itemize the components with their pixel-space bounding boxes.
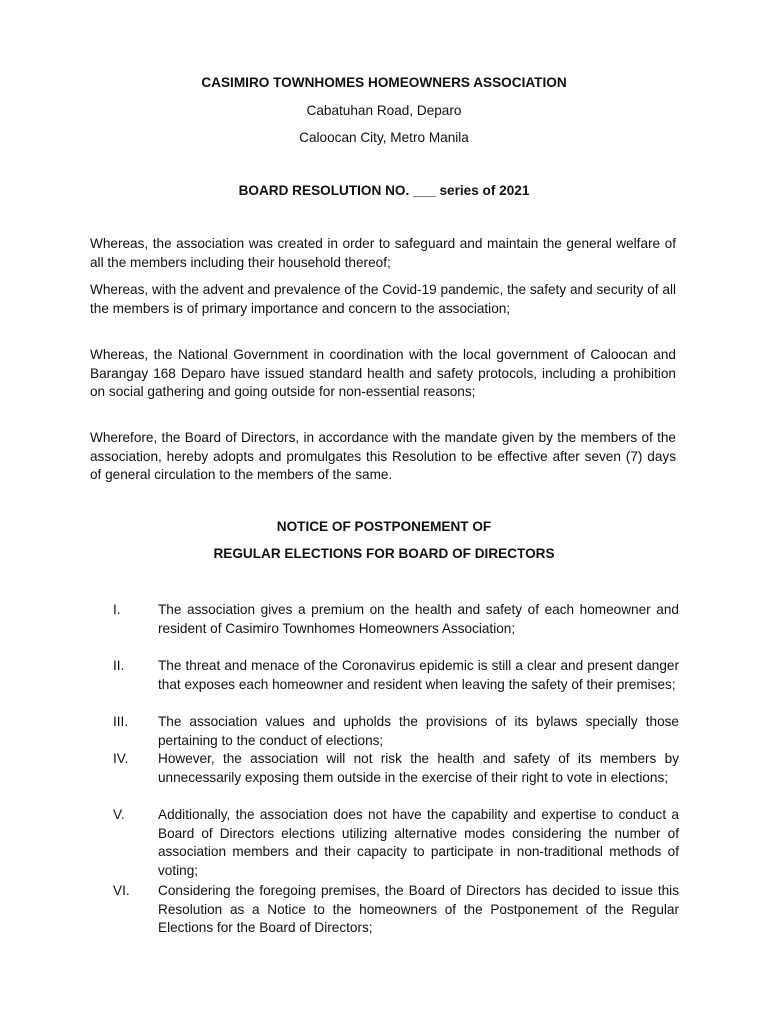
- notice-title-line1: NOTICE OF POSTPONEMENT OF: [276, 519, 492, 534]
- wherefore-paragraph: Wherefore, the Board of Directors, in accordance with the mandate given by the members of the association, hereby adopts and promulgates this Resolution to be effective after seven (7) days of general circulation to the members of the same.: [90, 430, 676, 482]
- list-item-text: Considering the foregoing premises, the Board of Directors has decided to issue this Resolution as a Notice to the homeowners of the Postponement of the Regular Elections for the Board of Directors;: [158, 883, 679, 935]
- list-item-number: I.: [113, 602, 121, 617]
- list-item-number: VI.: [113, 883, 130, 898]
- address-line1: Cabatuhan Road, Deparo: [306, 103, 462, 118]
- notice-title-line2: REGULAR ELECTIONS FOR BOARD OF DIRECTORS: [213, 546, 555, 561]
- org-name: CASIMIRO TOWNHOMES HOMEOWNERS ASSOCIATION: [201, 75, 567, 90]
- address-line2: Caloocan City, Metro Manila: [299, 130, 469, 145]
- whereas-paragraph-1: Whereas, the association was created in order to safeguard and maintain the general welfare of all the members including their household thereof;: [90, 236, 676, 270]
- list-item-number: II.: [113, 658, 125, 673]
- list-item-text: The association gives a premium on the health and safety of each homeowner and resident of Casimiro Townhomes Homeowners Association;: [158, 602, 679, 636]
- list-item-number: III.: [113, 714, 129, 729]
- list-item-number: IV.: [113, 751, 129, 766]
- list-item-text: The association values and upholds the provisions of its bylaws specially those pertaining to the conduct of elections;: [158, 714, 679, 748]
- list-item-text: Additionally, the association does not have the capability and expertise to conduct a Board of Directors elections utilizing alternative modes considering the number of association members and their capacity to participate in non-traditional methods of voting;: [158, 807, 679, 878]
- whereas-paragraph-2: Whereas, with the advent and prevalence of the Covid-19 pandemic, the safety and security of all the members is of primary importance and concern to the association;: [90, 282, 676, 316]
- list-item-number: V.: [113, 807, 125, 822]
- list-item-text: The threat and menace of the Coronavirus epidemic is still a clear and present danger that exposes each homeowner and resident when leaving the safety of their premises;: [158, 658, 679, 692]
- list-item-text: However, the association will not risk the health and safety of its members by unnecessarily exposing them outside in the exercise of their right to vote in elections;: [158, 751, 679, 785]
- resolution-title: BOARD RESOLUTION NO. ___ series of 2021: [238, 183, 530, 198]
- whereas-paragraph-3: Whereas, the National Government in coordination with the local government of Caloocan and Barangay 168 Deparo have issued standard health and safety protocols, including a prohibition on social gathering and going outside for non-essential reasons;: [90, 347, 676, 399]
